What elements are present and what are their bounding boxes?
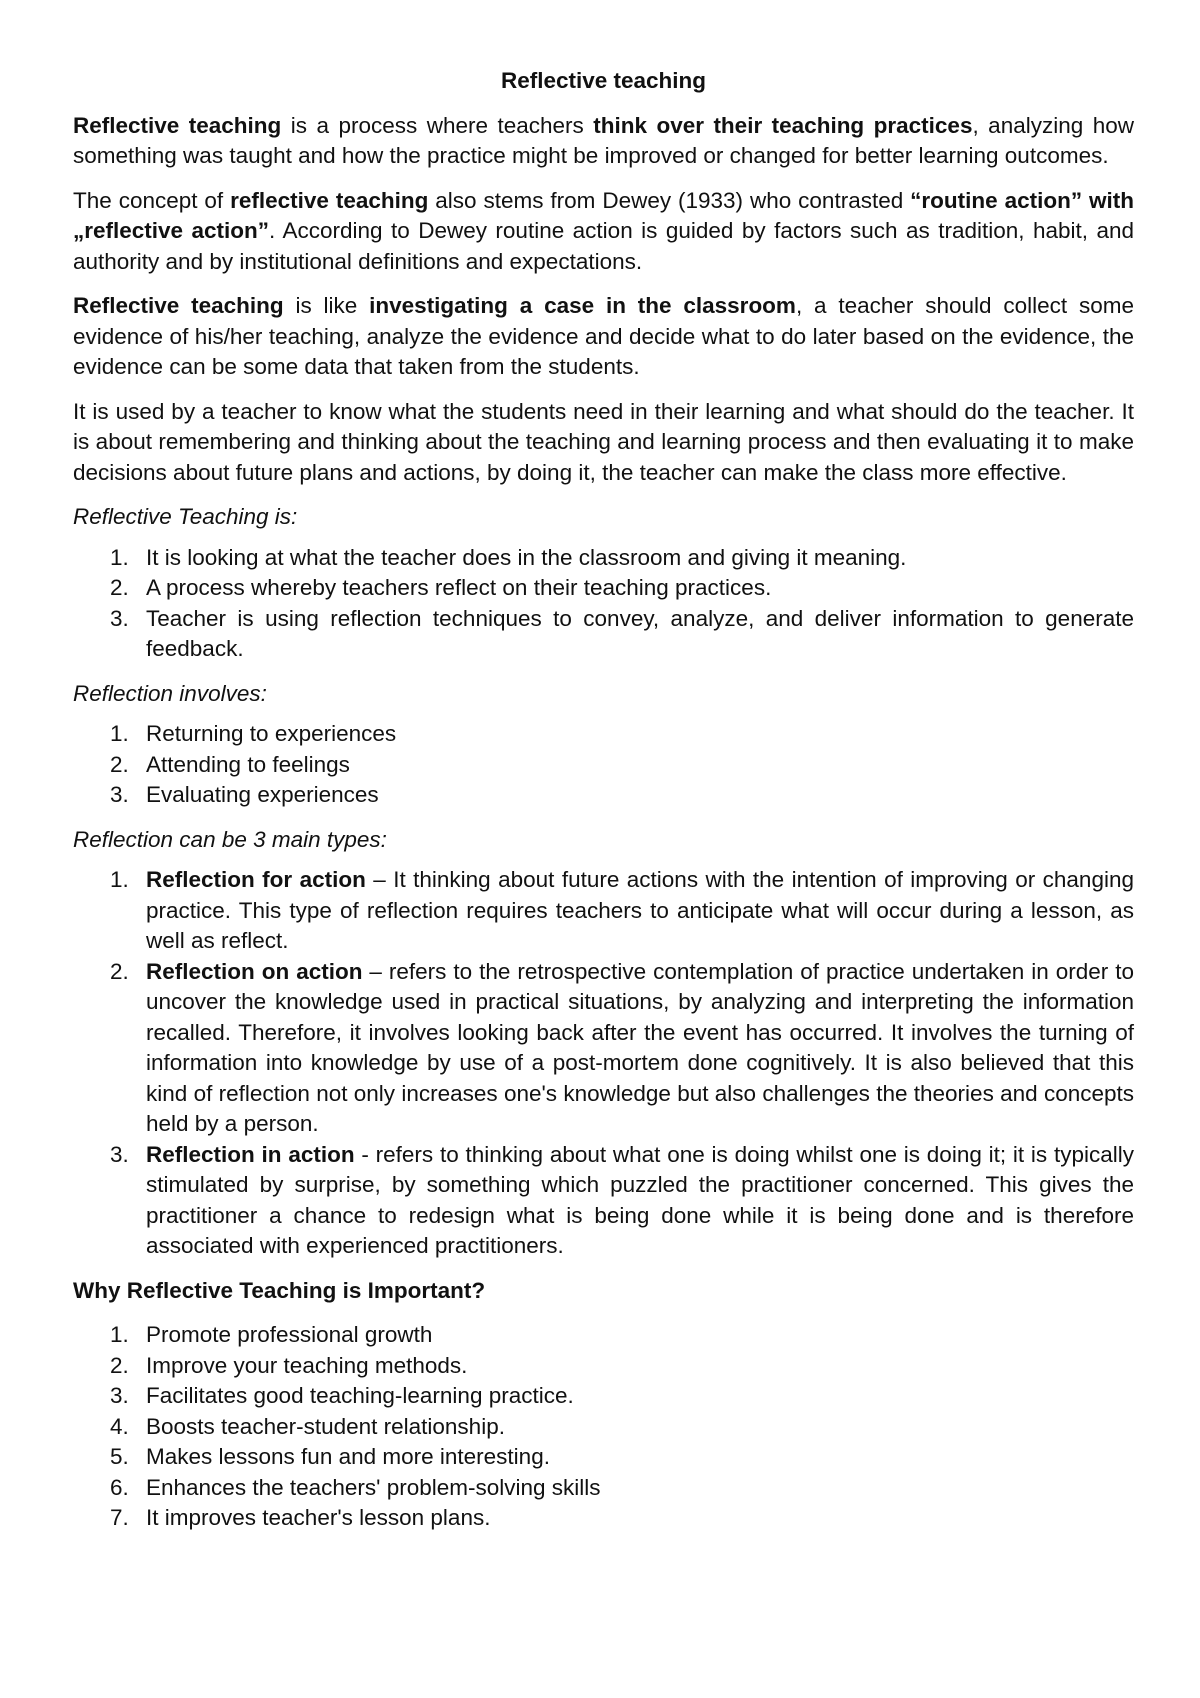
- list-item: 3. Teacher is using reflection techniques to convey, analyze, and deliver information to generate feedback.: [110, 605, 1134, 661]
- list-reflection-types: [73, 865, 1134, 1262]
- document-page: [73, 66, 1134, 1548]
- list-item: 5. Makes lessons fun and more interesting.: [110, 1444, 550, 1469]
- list-why-important: [73, 1320, 1134, 1534]
- list-reflective-teaching: [73, 543, 1134, 665]
- paragraph-definition: Reflective teaching is a process where teachers think over their teaching practices, analyzing how something was taught and how the practice might be improved or changed for better learning outcomes.: [73, 112, 1134, 168]
- list-item: 1. Reflection for action – It thinking about future actions with the intention of improving or changing practice. This type of reflection requires teachers to anticipate what will occur during a lesson, as well as reflect.: [110, 867, 1134, 953]
- list-item: 1. It is looking at what the teacher does in the classroom and giving it meaning.: [110, 544, 907, 570]
- document-title: Reflective teaching: [500, 68, 707, 93]
- list-item: 1. Promote professional growth: [110, 1322, 433, 1347]
- list-reflection-involves: [73, 719, 1134, 811]
- paragraph-investigating: Reflective teaching is like investigating a case in the classroom, a teacher should collect some evidence of his/her teaching, analyze the evidence and decide what to do later based on the evidence, the evidence can be some data that taken from the students.: [73, 293, 1134, 379]
- list-item: 1. Returning to experiences: [110, 721, 397, 746]
- list-intro-reflective-teaching: Reflective Teaching is:: [73, 504, 298, 529]
- list-item: 2. Improve your teaching methods.: [110, 1352, 468, 1378]
- paragraph-dewey: The concept of reflective teaching also stems from Dewey (1933) who contrasted “routine action” with „reflective action”. According to Dewey routine action is guided by factors such as tradition, habit, and authority and by institutional definitions and expectations.: [73, 187, 1134, 274]
- list-item: 3. Reflection in action - refers to thinking about what one is doing whilst one is doing it; it is typically stimulated by surprise, by something which puzzled the practitioner concerned. This gives the practitioner a chance to redesign what is being done while it is being done and is therefore associated with experienced practitioners.: [110, 1141, 1134, 1258]
- section-heading-why: Why Reflective Teaching is Important?: [73, 1277, 486, 1303]
- list-item: 2. A process whereby teachers reflect on their teaching practices.: [110, 575, 772, 600]
- list-item: 7. It improves teacher's lesson plans.: [110, 1505, 491, 1530]
- list-item: 3. Evaluating experiences: [110, 782, 379, 807]
- list-item: 2. Reflection on action – refers to the retrospective contemplation of practice undertaken in order to uncover the knowledge used in practical situations, by analyzing and interpreting the information recalled. Therefore, it involves looking back after the event has occurred. It involves the turning of information into knowledge by use of a post-mortem done cognitively. It is also believed that this kind of reflection not only increases one's knowledge but also challenges the theories and concepts held by a person.: [110, 958, 1134, 1136]
- list-item: 2. Attending to feelings: [110, 751, 350, 777]
- list-item: 4. Boosts teacher-student relationship.: [110, 1413, 505, 1439]
- list-intro-reflection-involves: Reflection involves:: [73, 680, 267, 706]
- list-intro-reflection-types: Reflection can be 3 main types:: [73, 826, 387, 852]
- list-item: 6. Enhances the teachers' problem-solving skills: [110, 1474, 601, 1500]
- paragraph-usage: It is used by a teacher to know what the students need in their learning and what should do the teacher. It is about remembering and thinking about the teaching and learning process and then evaluating it to make decisions about future plans and actions, by doing it, the teacher can make the class more effective.: [73, 398, 1134, 485]
- list-item: 3. Facilitates good teaching-learning practice.: [110, 1383, 574, 1408]
